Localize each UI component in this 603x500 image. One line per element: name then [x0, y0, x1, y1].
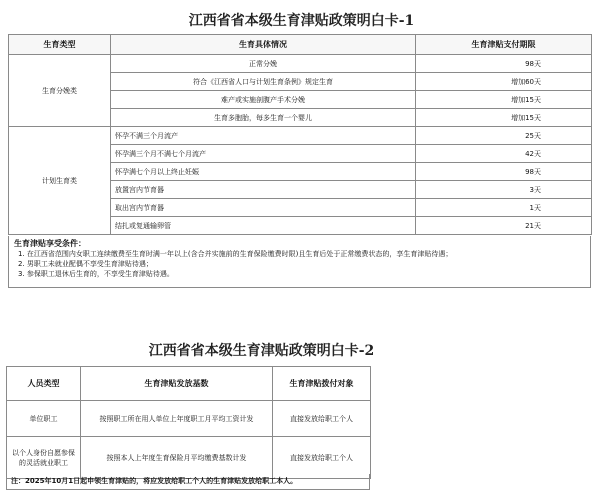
person-type-cell: 以个人身份自愿参保的灵活就业职工 — [7, 437, 81, 479]
period-cell: 98天 — [416, 55, 592, 73]
card2-title: 江西省省本级生育津贴政策明白卡-2 — [148, 343, 375, 359]
table-row — [7, 401, 371, 437]
header-period: 生育津贴支付期限 — [416, 35, 592, 55]
card2-table — [6, 366, 371, 479]
person-type-cell: 单位职工 — [7, 401, 81, 437]
note-item: 3. 参保职工退休后生育的，不享受生育津贴待遇。 — [18, 270, 174, 278]
situation-cell: 符合《江西省人口与计划生育条例》规定生育 — [111, 73, 416, 91]
table-row — [9, 55, 592, 73]
period-cell: 98天 — [416, 163, 592, 181]
period-cell: 21天 — [416, 217, 592, 235]
table-row — [9, 127, 592, 145]
table-header-row — [7, 367, 371, 401]
header-person-type: 人员类型 — [7, 367, 81, 401]
card2-note: 注：2025年10月1日起申领生育津贴的，将应发放给职工个人的生育津贴发放给职工本人。 — [6, 474, 370, 490]
situation-cell: 正常分娩 — [111, 55, 416, 73]
eligibility-notes — [8, 236, 591, 288]
period-cell: 增加60天 — [416, 73, 592, 91]
group-type: 生育分娩类 — [9, 55, 111, 127]
situation-cell: 怀孕满七个月以上终止妊娠 — [111, 163, 416, 181]
base-cell: 按照本人上年度生育保险月平均缴费基数计发 — [81, 437, 273, 479]
situation-cell: 取出宫内节育器 — [111, 199, 416, 217]
target-cell: 直接发放给职工个人 — [273, 401, 371, 437]
note-item: 1. 在江西省范围内女职工连续缴费至生育时满一年以上(含合并实施前的生育保险缴费时限)且生育后处于正常缴费状态的，享生育津贴待遇； — [18, 250, 453, 258]
notes-title: 生育津贴享受条件： — [14, 239, 86, 248]
card1-table — [8, 34, 592, 235]
period-cell: 42天 — [416, 145, 592, 163]
period-cell: 增加15天 — [416, 109, 592, 127]
situation-cell: 怀孕不满三个月流产 — [111, 127, 416, 145]
period-cell: 增加15天 — [416, 91, 592, 109]
situation-cell: 生育多胞胎，每多生育一个婴儿 — [111, 109, 416, 127]
period-cell: 1天 — [416, 199, 592, 217]
note-item: 2. 男职工未就业配偶不享受生育津贴待遇； — [18, 260, 153, 268]
period-cell: 3天 — [416, 181, 592, 199]
period-cell: 25天 — [416, 127, 592, 145]
table-row — [7, 437, 371, 479]
situation-cell: 难产或实施剖腹产手术分娩 — [111, 91, 416, 109]
card1-title: 江西省省本级生育津贴政策明白卡-1 — [188, 13, 415, 29]
table-header-row — [9, 35, 592, 55]
situation-cell: 怀孕满三个月不满七个月流产 — [111, 145, 416, 163]
header-situation: 生育具体情况 — [111, 35, 416, 55]
header-base: 生育津贴发放基数 — [81, 367, 273, 401]
situation-cell: 放置宫内节育器 — [111, 181, 416, 199]
group-type: 计划生育类 — [9, 127, 111, 235]
header-target: 生育津贴拨付对象 — [273, 367, 371, 401]
header-type: 生育类型 — [9, 35, 111, 55]
base-cell: 按照职工所在用人单位上年度职工月平均工资计发 — [81, 401, 273, 437]
situation-cell: 结扎或复通输卵管 — [111, 217, 416, 235]
target-cell: 直接发放给职工个人 — [273, 437, 371, 479]
